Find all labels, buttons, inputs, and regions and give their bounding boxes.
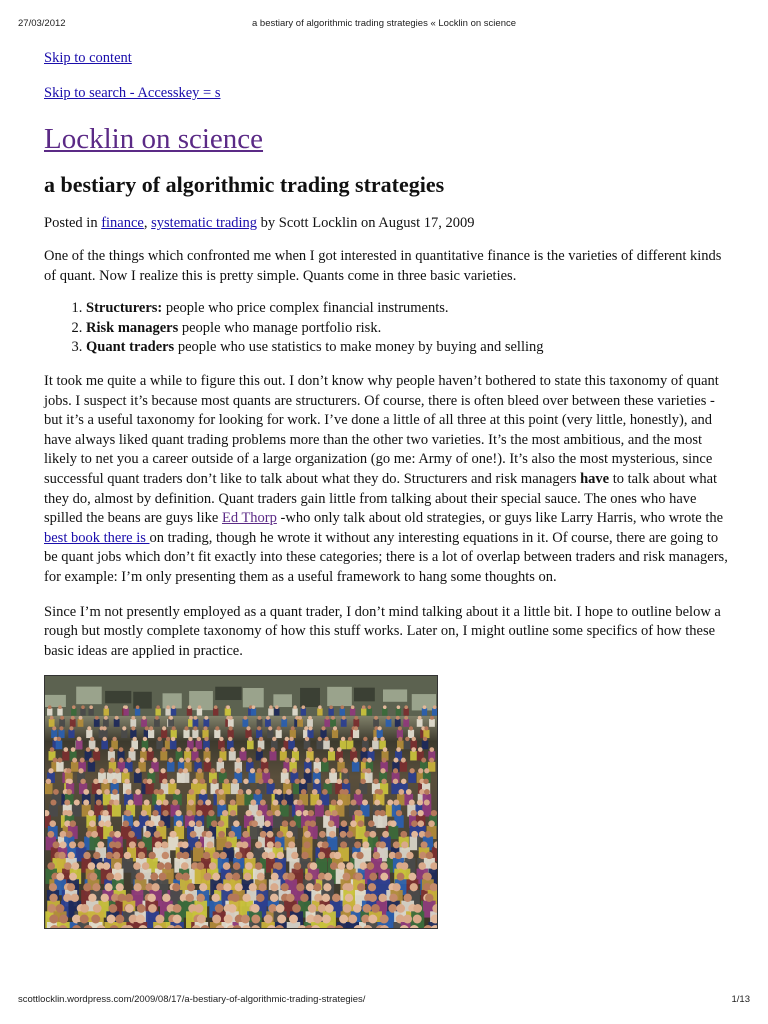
intro-paragraph: One of the things which confronted me when I got interested in quantitative finance is the varieties of different kinds of quant. Now I realize this is pretty simple. Quants come in three basic varieties. bbox=[44, 248, 722, 284]
post-meta bbox=[44, 213, 728, 233]
best-book-link[interactable]: best book there is bbox=[44, 529, 150, 546]
print-footer bbox=[0, 994, 768, 1008]
site-title bbox=[44, 121, 728, 157]
text-run: It took me quite a while to figure this out. I don’t know why people haven’t bothered to state this taxonomy of quant jobs. I suspect it’s because most quants are structurers. Of course, there is often bleed over between these varieties -but it’s a useful taxonomy for looking for work. I’ve done a little of all three at this point (very little, honestly), and have always liked quant trading problems more than the other two varieties. It’s the most ambitious, and the most likely to net you a career outside of a large organization (go me: Army of one!). It’s also the most mysterious, since successful quant traders don’t like to talk about what they do. Structurers and risk managers bbox=[44, 372, 719, 487]
text-run: to talk about what they do, almost by definition. Quant traders gain little from talking about their special sauce. The ones who have spilled the beans are guys like bbox=[44, 470, 718, 527]
list-item bbox=[86, 299, 728, 319]
skip-to-content-link[interactable]: Skip to content bbox=[44, 50, 132, 66]
skip-to-search-link[interactable]: Skip to search - Accesskey = s bbox=[44, 85, 221, 101]
site-title-link[interactable]: Locklin on science bbox=[44, 123, 264, 155]
list-item bbox=[86, 319, 728, 339]
text-run: on trading, though he wrote it without any interesting equations in it. Of course, there are going to be quant jobs which don’t fit exactly into these categories; there is a lot of overlap between traders and risk managers, for example: I’m only presenting them as a useful framework to hang some thoughts on. bbox=[44, 529, 728, 585]
trading-floor-photo bbox=[44, 675, 438, 929]
outline-paragraph: Since I’m not presently employed as a quant trader, I don’t mind talking about it a little bit. I hope to outline below a rough but mostly complete taxonomy of how this stuff works. Later on, I might outline some specifics of how these basic ideas are applied in practice. bbox=[44, 603, 721, 659]
list-desc: people who price complex financial instruments. bbox=[162, 300, 449, 317]
taxonomy-paragraph bbox=[44, 372, 728, 588]
category-link-finance[interactable]: finance bbox=[101, 215, 144, 231]
page-content bbox=[44, 48, 728, 929]
ed-thorp-link[interactable]: Ed Thorp bbox=[221, 510, 277, 527]
emphasis-have: have bbox=[580, 470, 610, 487]
print-date: 27/03/2012 bbox=[18, 18, 66, 29]
list-desc: people who manage portfolio risk. bbox=[178, 319, 382, 336]
post-author-date: by Scott Locklin on August 17, 2009 bbox=[257, 215, 475, 231]
list-item bbox=[86, 338, 728, 358]
quant-types-list bbox=[44, 299, 728, 358]
posted-in-label: Posted in bbox=[44, 215, 102, 231]
print-page-title: a bestiary of algorithmic trading strategies « Locklin on science bbox=[251, 18, 517, 29]
category-link-systematic-trading[interactable]: systematic trading bbox=[151, 215, 258, 231]
print-url: scottlocklin.wordpress.com/2009/08/17/a-bestiary-of-algorithmic-trading-strategies/ bbox=[18, 994, 366, 1005]
list-term: Structurers: bbox=[86, 300, 163, 317]
list-term: Risk managers bbox=[86, 319, 179, 336]
post-title: a bestiary of algorithmic trading strategies bbox=[44, 172, 445, 197]
meta-comma: , bbox=[143, 215, 152, 231]
text-run: -who only talk about old strategies, or guys like Larry Harris, who wrote the bbox=[276, 510, 724, 527]
list-term: Quant traders bbox=[86, 339, 175, 356]
list-desc: people who use statistics to make money by buying and selling bbox=[174, 339, 544, 356]
print-header bbox=[0, 18, 768, 32]
crowd-image-icon bbox=[45, 676, 437, 928]
print-page-number: 1/13 bbox=[731, 994, 750, 1005]
